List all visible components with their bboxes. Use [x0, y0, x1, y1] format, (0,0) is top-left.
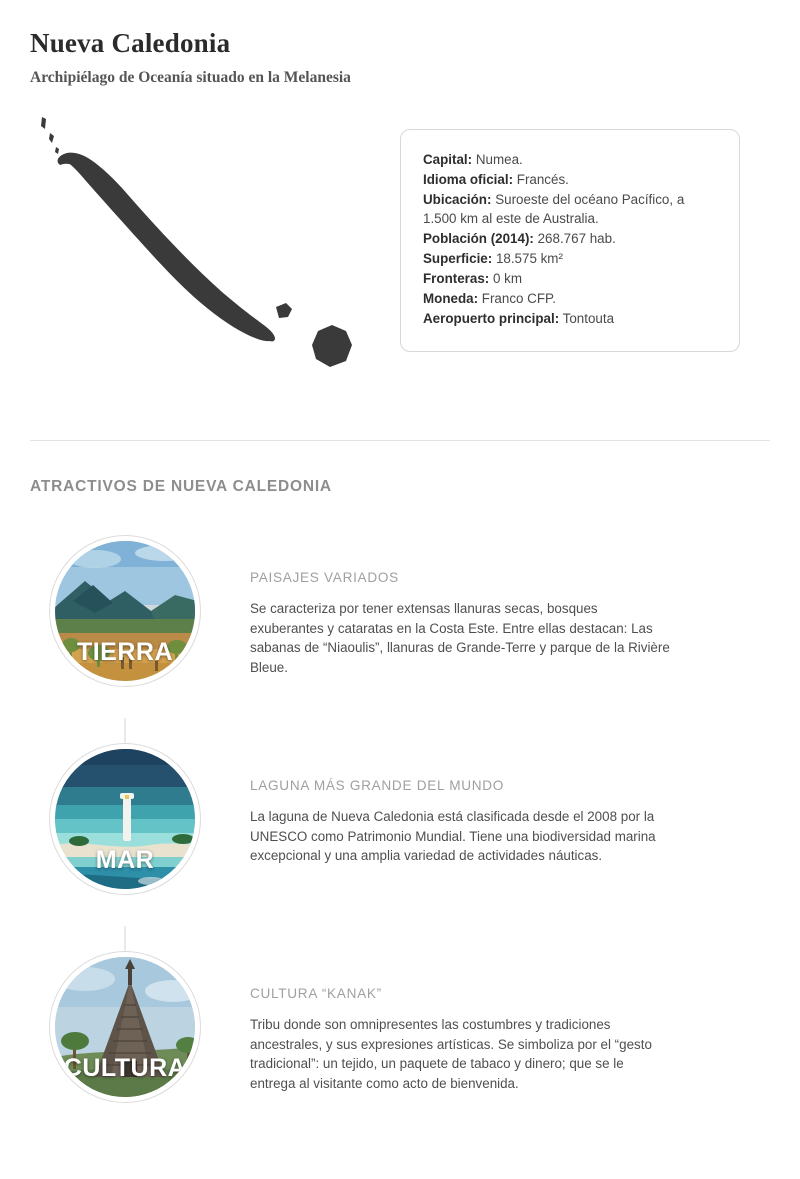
fact-value: 18.575 km²	[495, 251, 563, 266]
attraction-title: PAISAJES VARIADOS	[250, 570, 399, 585]
fact-value: Francés.	[516, 172, 569, 187]
page-subtitle: Archipiélago de Oceanía situado en la Melanesia	[30, 69, 351, 86]
attraction-caption: MAR	[95, 846, 155, 874]
fact-value: Franco CFP.	[481, 291, 556, 306]
section-divider	[30, 440, 770, 441]
fact-label: Superficie:	[423, 251, 493, 266]
attraction-body: Tribu donde son omnipresentes las costumbres y tradiciones ancestrales, y sus expresiones artísticas. Se simboliza por el “gesto tradicional”: un tejido, un paquete de tabaco y dinero; que se le entrega al visitante como acto de bienvenida.	[250, 1017, 652, 1091]
attraction-text	[250, 744, 800, 866]
map-and-facts-section	[0, 109, 800, 409]
kanak-hut-illustration-icon	[50, 952, 200, 1102]
fact-label: Población (2014):	[423, 231, 534, 246]
fact-row	[423, 170, 717, 189]
fact-label: Aeropuerto principal:	[423, 311, 560, 326]
fact-row	[423, 269, 717, 288]
fact-value: Tontouta	[562, 311, 615, 326]
list-item	[0, 536, 800, 744]
section-heading: ATRACTIVOS DE NUEVA CALEDONIA	[30, 478, 332, 495]
page-header	[0, 0, 800, 87]
page-title: Nueva Caledonia	[30, 28, 231, 58]
list-item	[0, 952, 800, 1160]
attraction-caption: CULTURA	[63, 1054, 187, 1082]
attraction-visual	[0, 744, 250, 894]
fact-row	[423, 289, 717, 308]
fact-value: Suroeste del océano Pacífico, a 1.500 km al este de Australia.	[423, 192, 685, 226]
lagoon-illustration-icon	[50, 744, 200, 894]
fact-label: Idioma oficial:	[423, 172, 514, 187]
attraction-visual	[0, 536, 250, 686]
attraction-text	[250, 952, 800, 1093]
facts-card	[400, 129, 740, 352]
fact-row	[423, 229, 717, 248]
fact-row	[423, 190, 717, 228]
fact-row	[423, 309, 717, 328]
fact-label: Fronteras:	[423, 271, 490, 286]
fact-value: 0 km	[492, 271, 522, 286]
attraction-title: CULTURA “KANAK”	[250, 986, 382, 1001]
attraction-body: Se caracteriza por tener extensas llanuras secas, bosques exuberantes y cataratas en la Costa Este. Entre ellas destacan: Las sabanas de “Niaoulis”, llanuras de Grande-Terre y parque de la Rivière Bleue.	[250, 601, 670, 675]
fact-label: Ubicación:	[423, 192, 492, 207]
fact-value: 268.767 hab.	[537, 231, 616, 246]
new-caledonia-map	[30, 109, 390, 369]
attraction-visual	[0, 952, 250, 1102]
fact-label: Capital:	[423, 152, 473, 167]
map-icon	[30, 109, 390, 369]
fact-value: Numea.	[475, 152, 523, 167]
attractions-list	[0, 536, 800, 1160]
attraction-body: La laguna de Nueva Caledonia está clasificada desde el 2008 por la UNESCO como Patrimonio Mundial. Tiene una biodiversidad marina excepcional y una amplia variedad de actividades náuticas.	[250, 809, 656, 863]
landscape-illustration-icon	[50, 536, 200, 686]
fact-row	[423, 249, 717, 268]
fact-label: Moneda:	[423, 291, 479, 306]
attraction-title: LAGUNA MÁS GRANDE DEL MUNDO	[250, 778, 505, 793]
attraction-caption: TIERRA	[76, 638, 174, 666]
fact-row	[423, 150, 717, 169]
attraction-text	[250, 536, 800, 677]
list-item	[0, 744, 800, 952]
